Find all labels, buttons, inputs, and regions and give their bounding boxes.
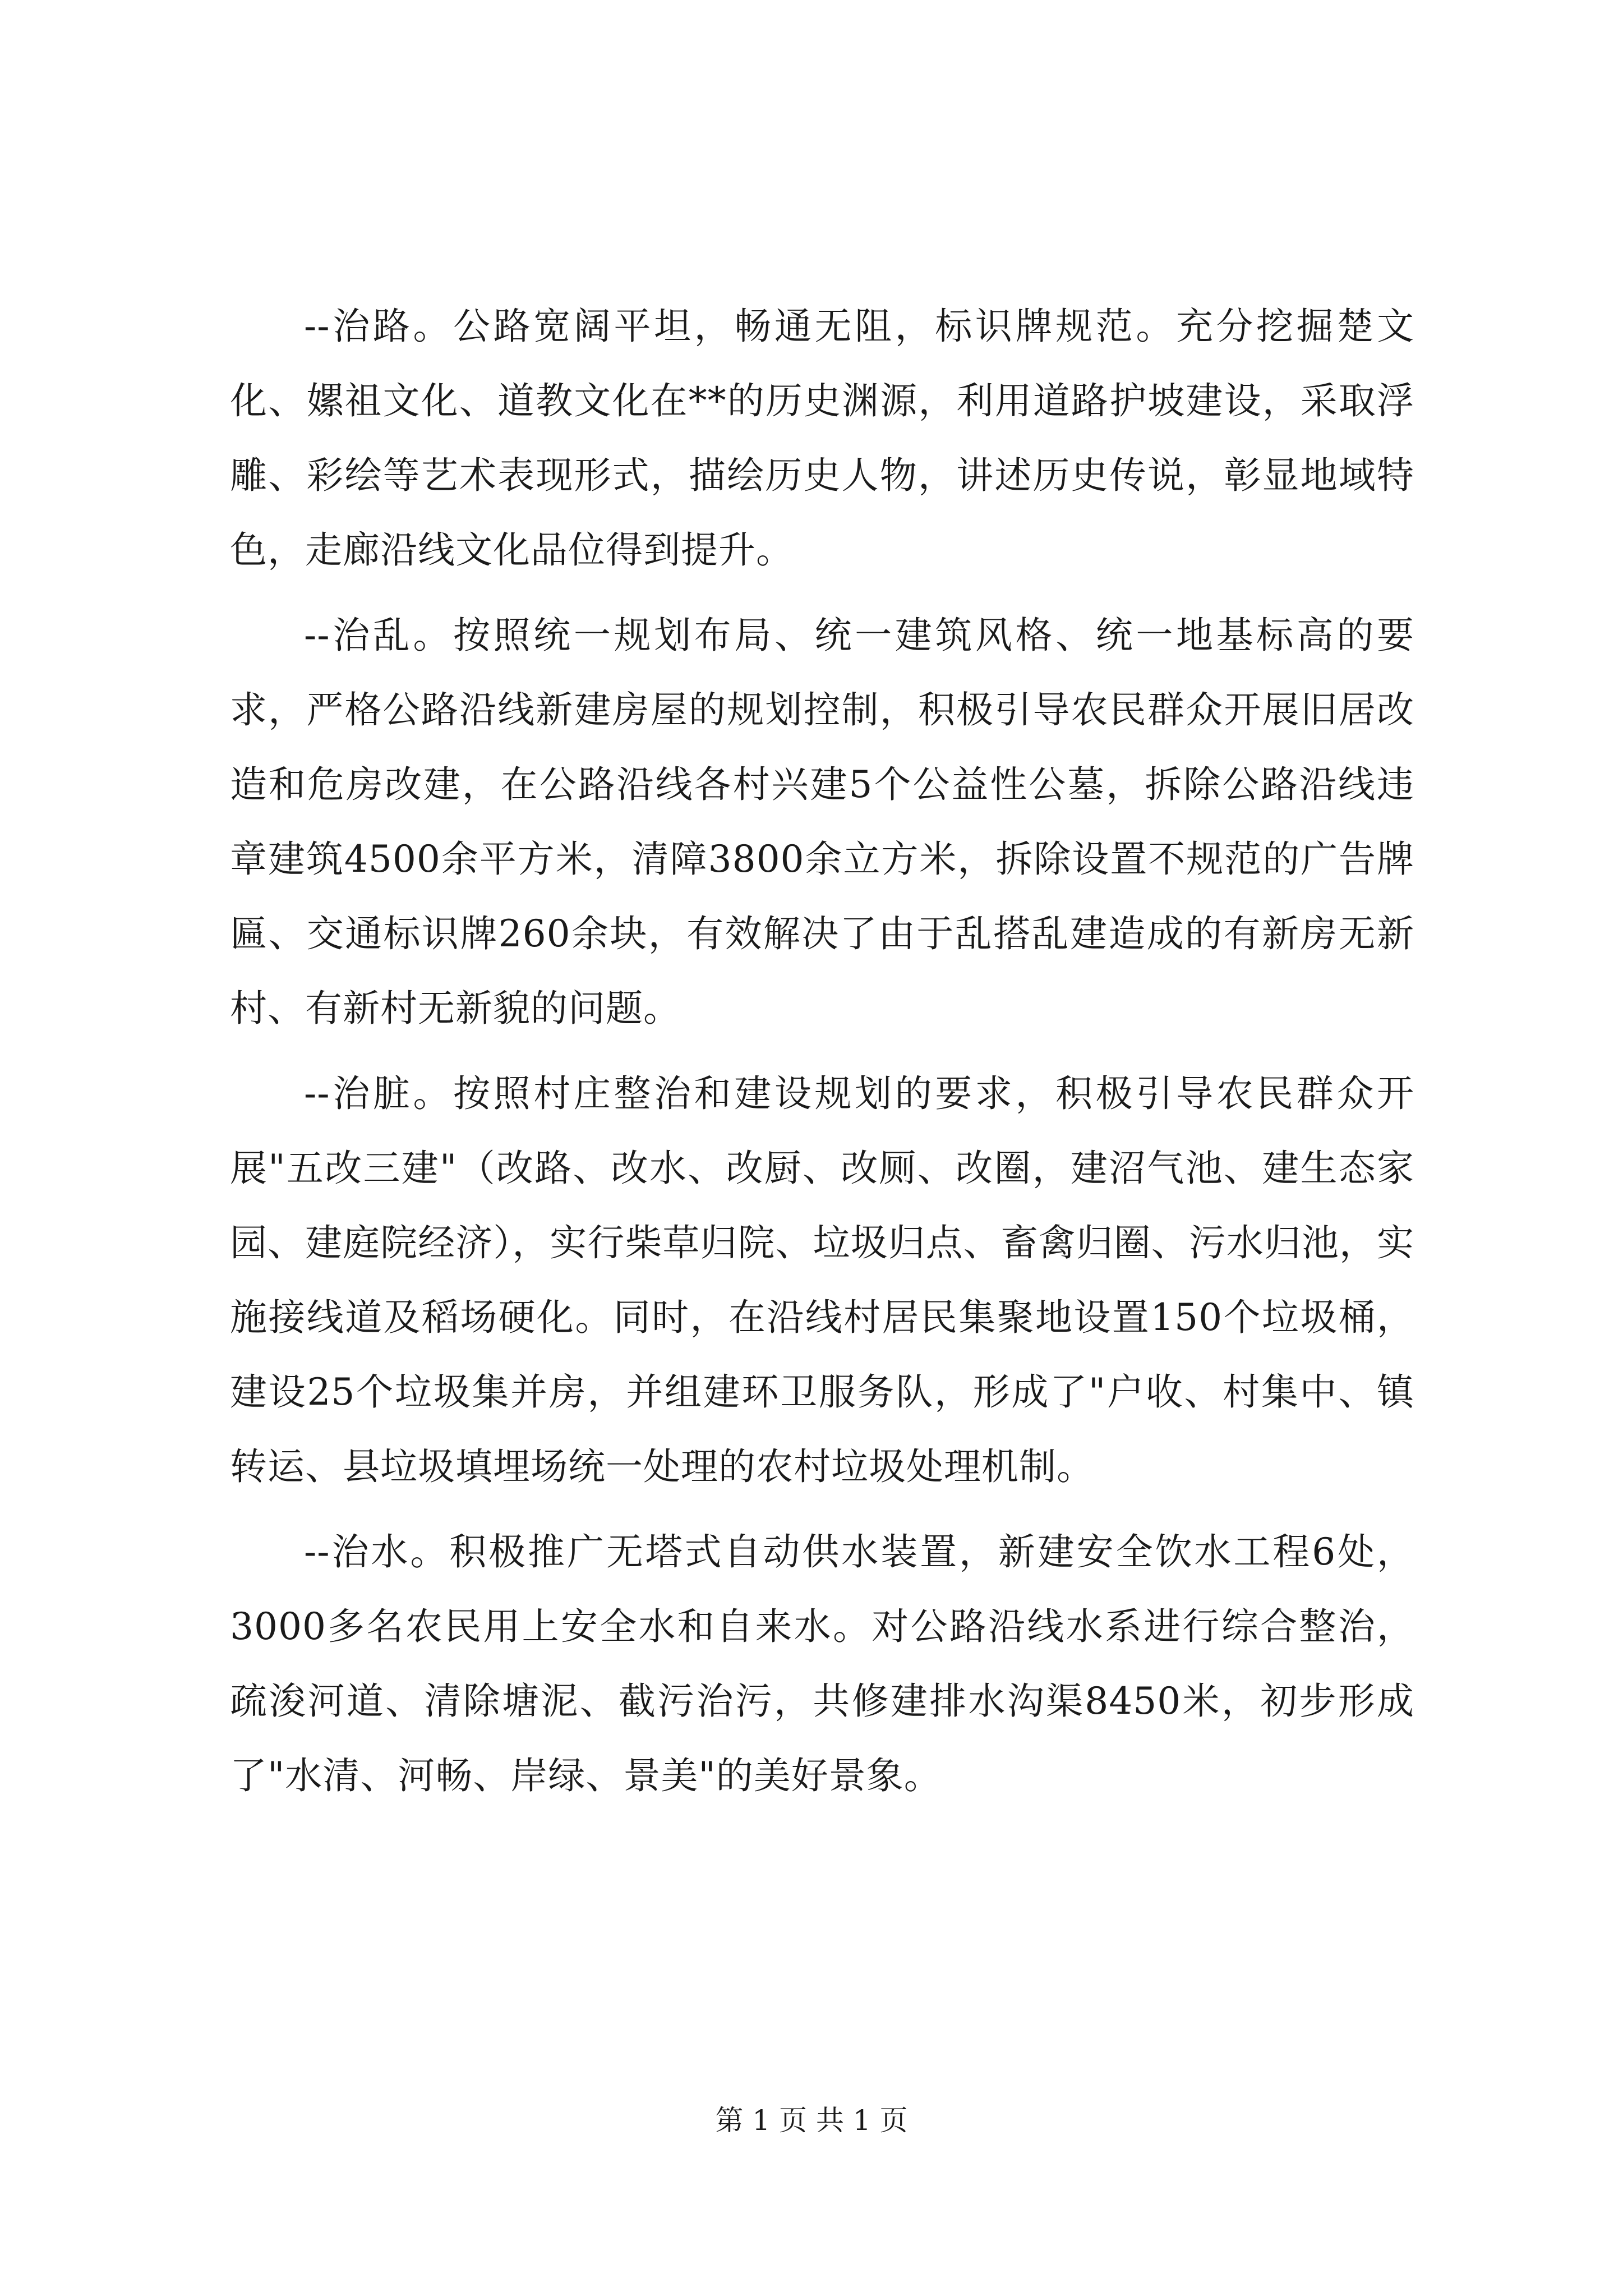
page-number-footer: 第 1 页 共 1 页 — [715, 2104, 908, 2137]
paragraph-dirt: --治脏。按照村庄整治和建设规划的要求，积极引导农民群众开展"五改三建"（改路、改水、改厨、改厕、改圈，建沼气池、建生态家园、建庭院经济），实行柴草归院、垃圾归点、畜禽归圈、污水归池，实施接线道及稻场硬化。同时，在沿线村居民集聚地设置150个垃圾桶，建设25个垃圾集并房，并组建环卫服务队，形成了"户收、村集中、镇转运、县垃圾填埋场统一处理的农村垃圾处理机制。 — [230, 1072, 1414, 1488]
paragraph-road: --治路。公路宽阔平坦，畅通无阻，标识牌规范。充分挖掘楚文化、嫘祖文化、道教文化在**的历史渊源，利用道路护坡建设，采取浮雕、彩绘等艺术表现形式，描绘历史人物，讲述历史传说，彰显地域特色，走廊沿线文化品位得到提升。 — [230, 305, 1414, 572]
paragraph-disorder: --治乱。按照统一规划布局、统一建筑风格、统一地基标高的要求，严格公路沿线新建房屋的规划控制，积极引导农民群众开展旧居改造和危房改建，在公路沿线各村兴建5个公益性公墓，拆除公路沿线违章建筑4500余平方米，清障3800余立方米，拆除设置不规范的广告牌匾、交通标识牌260余块，有效解决了由于乱搭乱建造成的有新房无新村、有新村无新貌的问题。 — [230, 614, 1414, 1030]
paragraph-water: --治水。积极推广无塔式自动供水装置，新建安全饮水工程6处，3000多名农民用上安全水和自来水。对公路沿线水系进行综合整治，疏浚河道、清除塘泥、截污治污，共修建排水沟渠8450米，初步形成了"水清、河畅、岸绿、景美"的美好景象。 — [230, 1530, 1414, 1797]
document-body — [230, 289, 1414, 1824]
